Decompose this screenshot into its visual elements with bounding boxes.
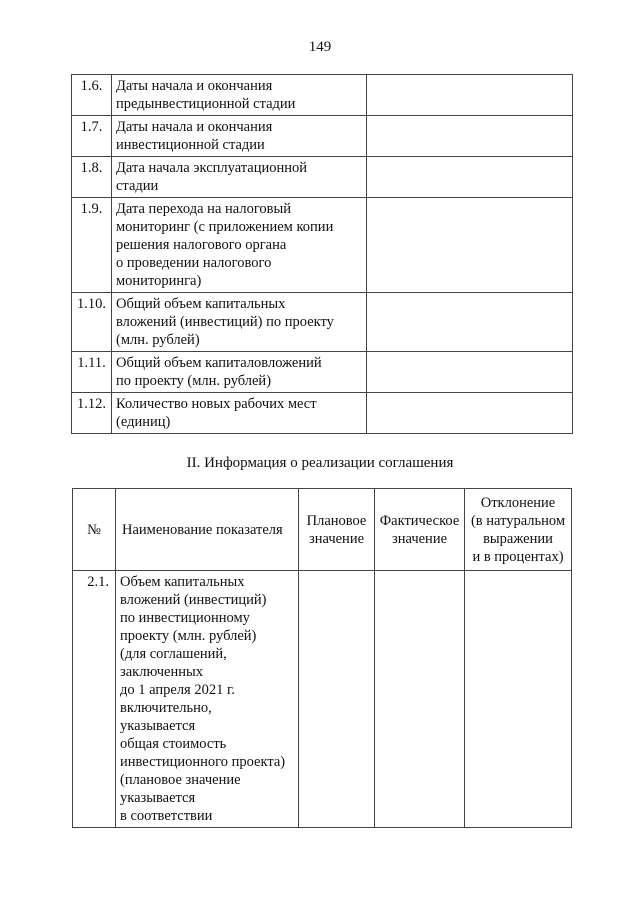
project-info-table	[71, 74, 573, 434]
deviation-value-cell[interactable]	[465, 571, 572, 828]
row-label: Даты начала и окончания инвестиционной стадии	[112, 116, 367, 157]
table-row	[72, 157, 573, 198]
row-value-cell[interactable]	[367, 198, 573, 293]
table-row	[72, 116, 573, 157]
row-label: Дата начала эксплуатационной стадии	[112, 157, 367, 198]
page-number: 149	[308, 39, 332, 55]
row-number: 1.12.	[72, 393, 112, 434]
row-number: 1.8.	[72, 157, 112, 198]
table-row	[73, 571, 572, 828]
row-value-cell[interactable]	[367, 116, 573, 157]
header-number: №	[73, 489, 116, 571]
planned-value-cell[interactable]	[299, 571, 375, 828]
actual-value-cell[interactable]	[375, 571, 465, 828]
row-label: Даты начала и окончания предынвестиционной стадии	[112, 75, 367, 116]
table-row	[72, 75, 573, 116]
row-number: 1.10.	[72, 293, 112, 352]
table-row	[72, 393, 573, 434]
row-number: 1.9.	[72, 198, 112, 293]
row-value-cell[interactable]	[367, 352, 573, 393]
agreement-implementation-table	[72, 488, 572, 828]
table-header-row	[73, 489, 572, 571]
table-row	[72, 198, 573, 293]
row-number: 1.7.	[72, 116, 112, 157]
indicator-name: Объем капитальных вложений (инвестиций) по инвестиционному проекту (млн. рублей) (для соглашений, заключенных до 1 апреля 2021 г. включительно, указывается общая стоимость инвестиционного проекта) (плановое значение указывается в соответствии	[116, 571, 299, 828]
row-number: 1.6.	[72, 75, 112, 116]
section-title: II. Информация о реализации соглашения	[186, 455, 454, 471]
row-label: Общий объем капитальных вложений (инвестиций) по проекту (млн. рублей)	[112, 293, 367, 352]
row-value-cell[interactable]	[367, 393, 573, 434]
header-actual-value: Фактическое значение	[375, 489, 465, 571]
row-number: 2.1.	[73, 571, 116, 828]
row-number: 1.11.	[72, 352, 112, 393]
header-deviation: Отклонение (в натуральном выражении и в процентах)	[465, 489, 572, 571]
row-value-cell[interactable]	[367, 75, 573, 116]
header-indicator-name: Наименование показателя	[116, 489, 299, 571]
row-label: Общий объем капиталовложений по проекту (млн. рублей)	[112, 352, 367, 393]
row-value-cell[interactable]	[367, 293, 573, 352]
row-label: Количество новых рабочих мест (единиц)	[112, 393, 367, 434]
row-value-cell[interactable]	[367, 157, 573, 198]
table-row	[72, 352, 573, 393]
header-planned-value: Плановое значение	[299, 489, 375, 571]
row-label: Дата перехода на налоговый мониторинг (с приложением копии решения налогового органа о проведении налогового мониторинга)	[112, 198, 367, 293]
table-row	[72, 293, 573, 352]
